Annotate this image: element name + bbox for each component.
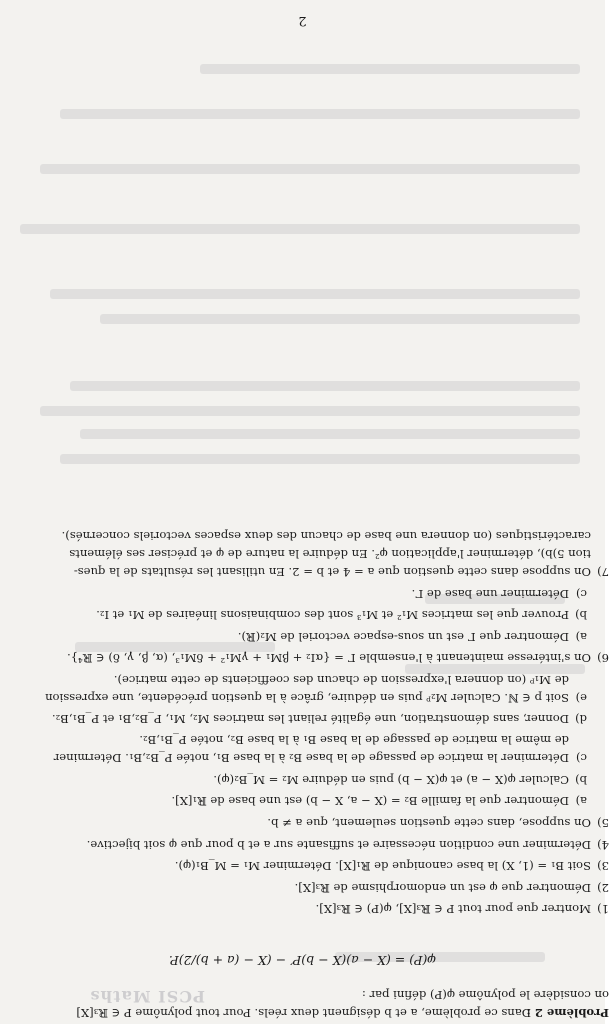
show-through-line: [100, 314, 580, 324]
page-sheet: PCSI Maths Problème 2 : Dans ce problème, a et b désignent deux réels. Pour tout polynôme P ∈ ℝ₃[X] on considère le polynôme φ(P) défini par : φ(P) = (X − a)(X − b)P′ − (X − (a + b)/2)P. 1) Montrer que pour tout P ∈ ℝ₃[X], φ(P) ∈ ℝ₃[X]. 2) Démontrer que φ est un endomorphisme de ℝ₃[X]. 3) Soit B₁ = (1, X) la base canonique de ℝ₁[X]. Déterminer M₁ = M_B₁(φ). 4) Déterminer une condition nécessaire et suffisante sur a et b pour que φ soit bijective. 5) On suppose, dans cette question seulement, que a ≠ b. a) Démontrer que la famille B₂ = (X − a, X − b) est une base de ℝ₁[X]. b) Calculer φ(X − a) et φ(X − b) puis en déduire M₂ = M_B₂(φ). c) Déterminer la matrice de passage de la base B₂ à la base B₁, notée P_B₂,B₁. Déterminer de même la matrice de passage de la base B₁ à la base B₂, notée P_B₁,B₂. d) Donner, sans démonstration, une égalité reliant les matrices M₂, M₁, P_B₂,B₁ et P_B₁,B₂. e) Soit p ∈ ℕ. Calculer M₂ᵖ puis en déduire, grâce à la question précédente, une expression de M₁ᵖ (on donnera l'expression de chacun des coefficients de cette matrice). 6) On s'intéresse maintenant à l'ensemble Γ = {αI₂ + βM₁ + γM₁² + δM₁³, (α, β, γ, δ) ∈ ℝ⁴}. a) Démontrer que Γ est un sous-espace vectoriel de M₂(ℝ). b) Prouver que les matrices M₁² et M₁³ sont des combinaisons linéaires de M₁ et I₂. c) Déterminer une base de Γ. 7) On suppose dans cette question que a = 4 et b = 2. En utilisant les résultats de la ques- tion 5)b), déterminer l'application φ². En déduire la nature de φ et préciser ses éléments caractéristiques (on donnera une base de chacun des deux espaces vectoriels concernés). 2: [0, 0, 605, 1024]
show-through-line: [60, 109, 580, 119]
definition-formula: φ(P) = (X − a)(X − b)P′ − (X − (a + b)/2)P.: [168, 953, 437, 968]
show-through-line: [80, 429, 580, 439]
intro-line-1: Dans ce problème, a et b désignent deux réels. Pour tout polynôme P ∈ ℝ₃[X]: [76, 1006, 531, 1020]
show-through-line: [40, 406, 580, 416]
show-through-line: [70, 381, 580, 391]
problem-label: Problème 2 :: [526, 1006, 609, 1020]
show-through-line: [200, 64, 580, 74]
show-through-line: [40, 164, 580, 174]
show-through-line: [60, 454, 580, 464]
intro-line-2: on considère le polynôme φ(P) défini par :: [362, 988, 609, 1002]
show-through-line: [50, 289, 580, 299]
show-through-line: [20, 224, 580, 234]
page-number: 2: [298, 13, 307, 28]
header-watermark: PCSI Maths: [89, 987, 205, 1006]
